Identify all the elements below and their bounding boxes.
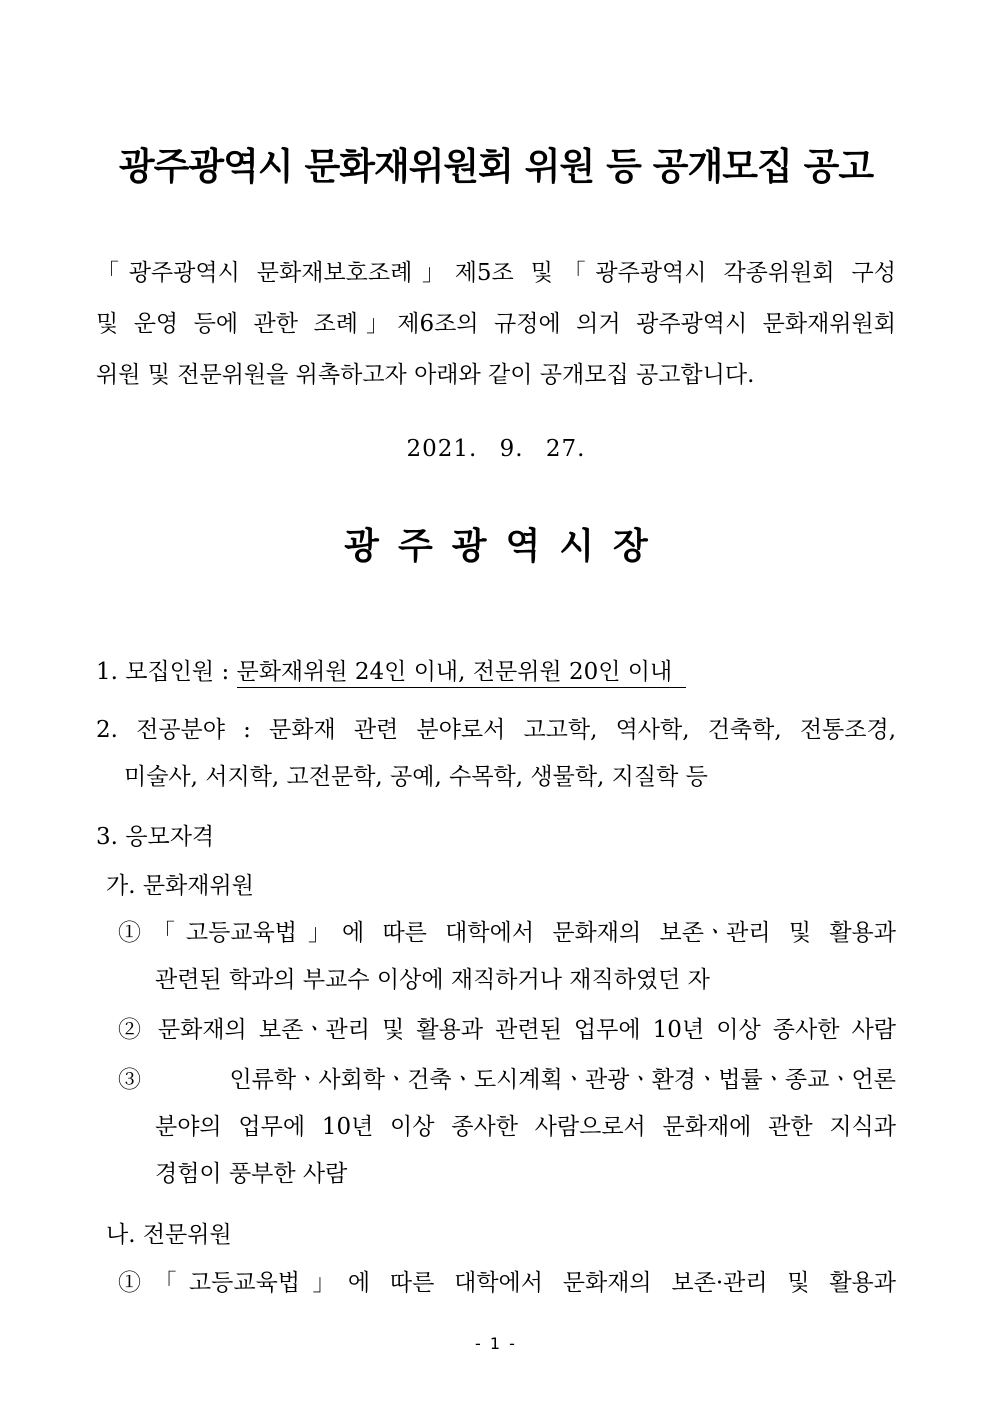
- ga-item-2-line-1: ② 문화재의 보존ㆍ관리 및 활용과 관련된 업무에 10년 이상 종사한 사람: [118, 1017, 896, 1043]
- fields-line-1: 2. 전공분야 : 문화재 관련 분야로서 고고학, 역사학, 건축학, 전통조경,: [96, 717, 896, 743]
- fields-line-2: 미술사, 서지학, 고전문학, 공예, 수목학, 생물학, 지질학 등: [124, 764, 708, 790]
- intro-line-1: 「광주광역시 문화재보호조례」제5조 및「광주광역시 각종위원회 구성: [96, 260, 896, 286]
- qualifications-heading: 3. 응모자격: [96, 824, 215, 850]
- na-heading: 나. 전문위원: [106, 1222, 232, 1248]
- announcement-date: 2021. 9. 27.: [406, 436, 586, 462]
- ga-item-3-line-1: ③ 인류학ㆍ사회학ㆍ건축ㆍ도시계획ㆍ관광ㆍ환경ㆍ법률ㆍ종교ㆍ언론: [118, 1067, 896, 1093]
- recruit-label: 1. 모집인원 :: [96, 659, 237, 685]
- intro-line-2: 및 운영 등에 관한 조례」제6조의 규정에 의거 광주광역시 문화재위원회: [96, 311, 896, 337]
- ga-heading: 가. 문화재위원: [106, 873, 254, 899]
- page-title: 광주광역시 문화재위원회 위원 등 공개모집 공고: [118, 145, 874, 188]
- recruit-item: [96, 653, 686, 686]
- page-number: - 1 -: [475, 1334, 517, 1353]
- ga-item-1-line-1: ①「고등교육법」에 따른 대학에서 문화재의 보존ㆍ관리 및 활용과: [118, 920, 896, 946]
- ga-item-3-line-3: 경험이 풍부한 사람: [155, 1161, 348, 1187]
- intro-line-3: 위원 및 전문위원을 위촉하고자 아래와 같이 공개모집 공고합니다.: [96, 362, 755, 388]
- na-item-1-line-1: ①「고등교육법」에 따른 대학에서 문화재의 보존·관리 및 활용과: [118, 1270, 896, 1296]
- ga-item-3-line-2: 분야의 업무에 10년 이상 종사한 사람으로서 문화재에 관한 지식과: [155, 1114, 896, 1140]
- ga-item-1-line-2: 관련된 학과의 부교수 이상에 재직하거나 재직하였던 자: [155, 967, 710, 993]
- issuer-signature: 광주광역시장: [344, 525, 667, 567]
- recruit-value: 문화재위원 24인 이내, 전문위원 20인 이내: [237, 659, 687, 688]
